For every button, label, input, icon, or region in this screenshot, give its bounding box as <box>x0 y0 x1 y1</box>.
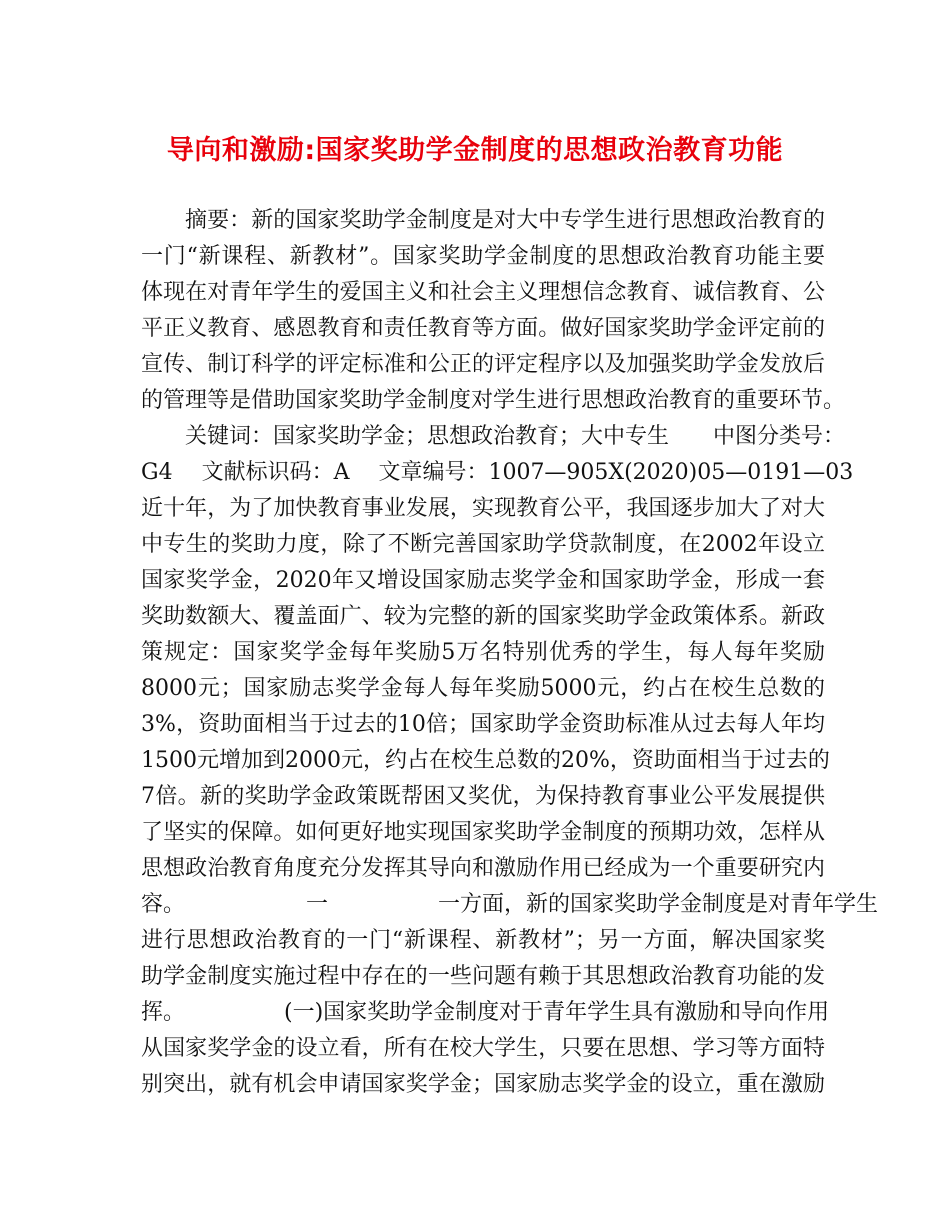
keywords-line: 关键词：国家奖助学金；思想政治教育；大中专生 中图分类号： <box>185 424 846 449</box>
body-line: 挥。 (一)国家奖助学金制度对于青年学生具有激励和导向作用 <box>141 1000 830 1025</box>
body-line: 从国家奖学金的设立看，所有在校大学生，只要在思想、学习等方面特 <box>141 1036 825 1061</box>
body-line: 国家奖学金，2020年又增设国家励志奖学金和国家助学金，形成一套 <box>141 568 825 593</box>
body-line: 进行思想政治教育的一门“新课程、新教材”；另一方面，解决国家奖 <box>141 928 825 953</box>
body-line: 近十年，为了加快教育事业发展，实现教育公平，我国逐步加大了对大 <box>141 496 825 521</box>
body-line: 策规定：国家奖学金每年奖励5万名特别优秀的学生，每人每年奖励 <box>141 640 825 665</box>
body-line: 中专生的奖助力度，除了不断完善国家助学贷款制度，在2002年设立 <box>141 532 825 557</box>
body-line: 助学金制度实施过程中存在的一些问题有赖于其思想政治教育功能的发 <box>141 964 825 989</box>
body-line: 了坚实的保障。如何更好地实现国家奖助学金制度的预期功效，怎样从 <box>141 820 825 845</box>
document-title: 导向和激励:国家奖助学金制度的思想政治教育功能 <box>166 135 784 166</box>
body-line: 7倍。新的奖助学金政策既帮困又奖优，为保持教育事业公平发展提供 <box>141 784 825 809</box>
body-line: 思想政治教育角度充分发挥其导向和激励作用已经成为一个重要研究内 <box>141 856 825 881</box>
body-line: 容。 一 一方面，新的国家奖助学金制度是对青年学生 <box>141 892 879 917</box>
body-line: 1500元增加到2000元，约占在校生总数的20%，资助面相当于过去的 <box>141 748 830 773</box>
classification-line: G4 文献标识码：A 文章编号：1007—905X(2020)05—0191—03 <box>141 460 854 485</box>
body-line: 别突出，就有机会申请国家奖学金；国家励志奖学金的设立，重在激励 <box>141 1072 825 1097</box>
abstract-line: 体现在对青年学生的爱国主义和社会主义理想信念教育、诚信教育、公 <box>141 280 825 305</box>
abstract-line: 的管理等是借助国家奖助学金制度对学生进行思想政治教育的重要环节。 <box>141 388 846 413</box>
abstract-line: 宣传、制订科学的评定标准和公正的评定程序以及加强奖助学金发放后 <box>141 352 825 377</box>
body-line: 3%，资助面相当于过去的10倍；国家助学金资助标准从过去每人年均 <box>141 712 825 737</box>
body-line: 8000元；国家励志奖学金每人每年奖励5000元，约占在校生总数的 <box>141 676 825 701</box>
abstract-line: 一门“新课程、新教材”。国家奖助学金制度的思想政治教育功能主要 <box>141 244 825 269</box>
body-line: 奖助数额大、覆盖面广、较为完整的新的国家奖助学金政策体系。新政 <box>141 604 825 629</box>
abstract-line: 平正义教育、感恩教育和责任教育等方面。做好国家奖助学金评定前的 <box>141 316 825 341</box>
abstract-line: 摘要：新的国家奖助学金制度是对大中专学生进行思想政治教育的 <box>185 208 825 233</box>
